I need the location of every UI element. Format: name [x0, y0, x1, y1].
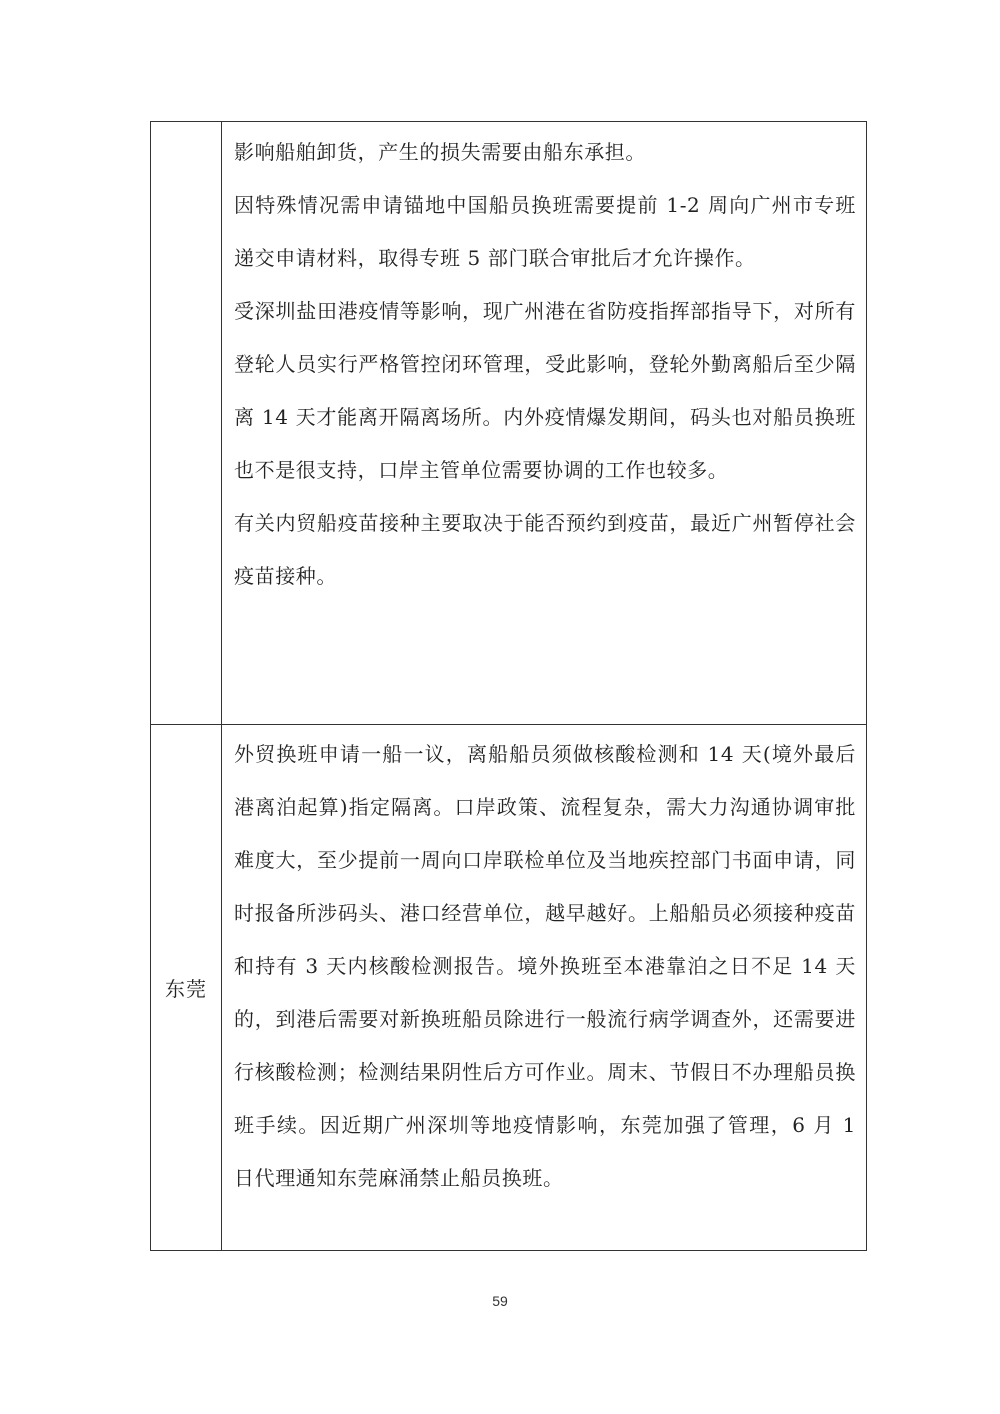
table-row: [151, 725, 867, 1251]
port-policy-table: [150, 121, 867, 1251]
paragraph: 外贸换班申请一船一议，离船船员须做核酸检测和 14 天(境外最后港离泊起算)指定隔离。口岸政策、流程复杂，需大力沟通协调审批难度大，至少提前一周向口岸联检单位及当地疾控部门书面申请，同时报备所涉码头、港口经营单位，越早越好。上船船员必须接种疫苗和持有 3 天内核酸检测报告。境外换班至本港靠泊之日不足 14 天的，到港后需要对新换班船员除进行一般流行病学调查外，还需要进行核酸检测；检测结果阴性后方可作业。周末、节假日不办理船员换班手续。因近期广州深圳等地疫情影响，东莞加强了管理，6 月 1 日代理通知东莞麻涌禁止船员换班。: [234, 742, 856, 1190]
paragraph: 因特殊情况需申请锚地中国船员换班需要提前 1-2 周向广州市专班递交申请材料，取得专班 5 部门联合审批后才允许操作。: [234, 193, 856, 270]
city-cell: 东莞: [151, 725, 222, 1251]
policy-cell: [222, 725, 867, 1251]
paragraph: 影响船舶卸货，产生的损失需要由船东承担。: [234, 140, 646, 164]
policy-cell: [222, 122, 867, 725]
policy-text: [222, 725, 866, 1205]
city-cell: [151, 122, 222, 725]
page-number: 59: [492, 1293, 508, 1309]
table-row: [151, 122, 867, 725]
paragraph: 受深圳盐田港疫情等影响，现广州港在省防疫指挥部指导下，对所有登轮人员实行严格管控闭环管理，受此影响，登轮外勤离船后至少隔离 14 天才能离开隔离场所。内外疫情爆发期间，码头也对船员换班也不是很支持，口岸主管单位需要协调的工作也较多。: [234, 299, 856, 482]
policy-text: [222, 122, 866, 603]
paragraph: 有关内贸船疫苗接种主要取决于能否预约到疫苗，最近广州暂停社会疫苗接种。: [234, 511, 856, 588]
